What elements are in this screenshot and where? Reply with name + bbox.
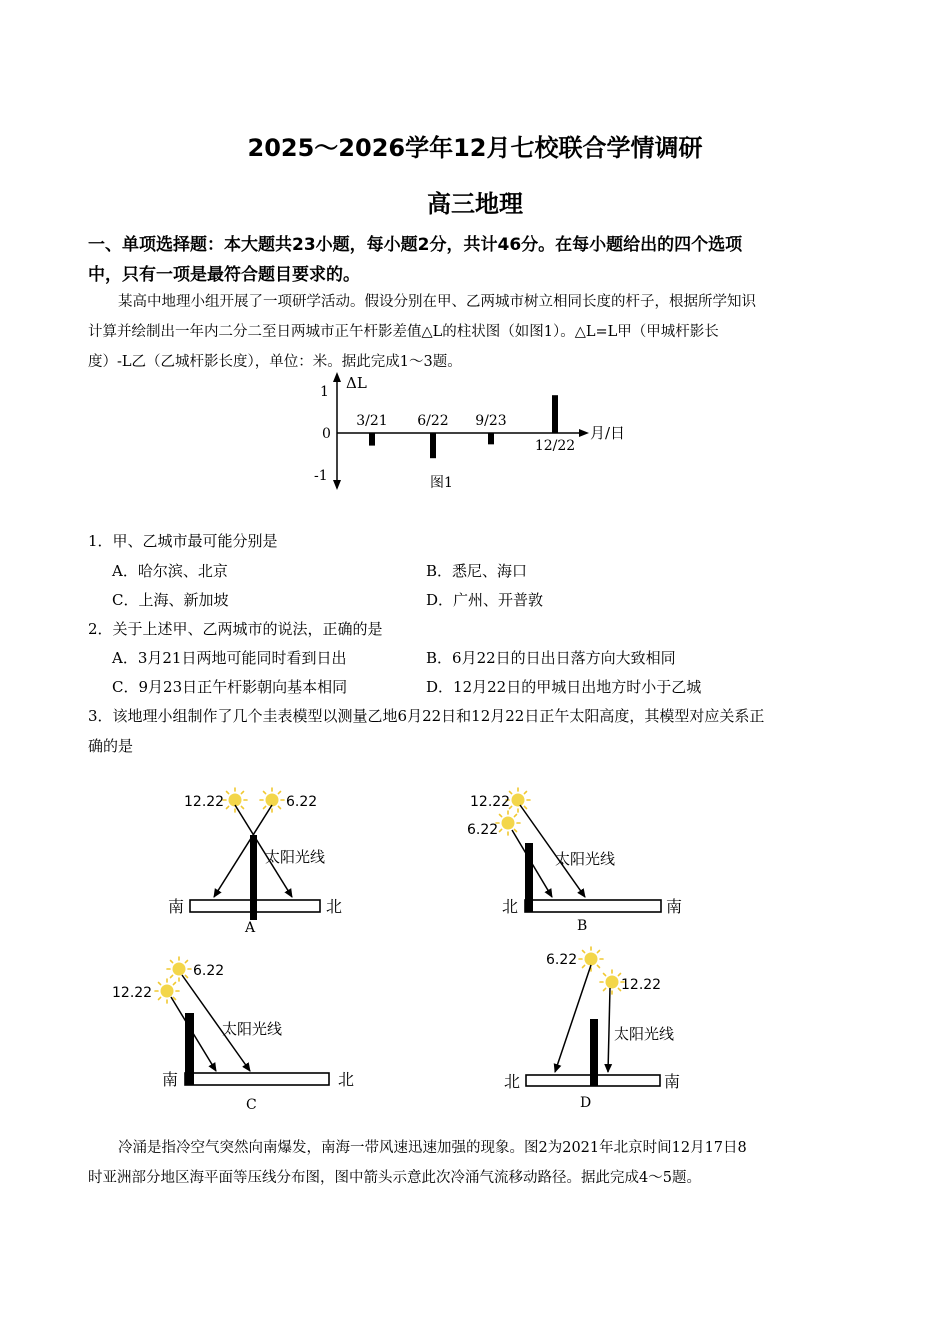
model-c-date-jun: 6.22 [193,963,225,979]
figure1-caption: 图1 [430,475,453,491]
x-tick-6-22: 6/22 [417,413,449,429]
model-d-sun-jun [579,947,603,971]
model-b-date-dec: 12.22 [470,794,511,810]
page-title: 2025～2026学年12月七校联合学情调研 [247,134,703,162]
model-b-ray-label: 太阳光线 [555,850,616,868]
model-d-ray-jun [555,965,591,1072]
q1-option-c[interactable]: C．上海、新加坡 [112,591,229,609]
model-b[interactable] [467,788,682,934]
model-d-date-dec: 12.22 [621,977,662,993]
model-a-sun-jun [260,788,284,812]
model-a-sun-dec [223,788,247,812]
model-d-pole [590,1019,598,1086]
q2-option-a[interactable]: A．3月21日两地可能同时看到日出 [112,649,347,667]
x-tick-3-21: 3/21 [356,413,388,429]
figure1-chart [300,370,650,500]
model-b-sun-jun [496,811,520,835]
model-b-date-jun: 6.22 [467,822,499,838]
q1-stem: 1．甲、乙城市最可能分别是 [88,532,278,550]
model-b-south: 南 [666,897,683,916]
model-a-south: 南 [168,897,185,916]
model-a-pole [250,835,257,920]
bar-12-22 [552,395,558,433]
model-a-date-jun: 6.22 [286,794,318,810]
model-d-south: 南 [664,1072,681,1091]
model-c-pole [185,1013,194,1085]
model-c-south: 南 [162,1070,179,1089]
q1-option-b[interactable]: B．悉尼、海口 [426,562,528,580]
model-d-ray-dec [608,988,610,1072]
model-b-label: B [577,918,588,934]
model-b-base [525,900,661,912]
y-axis-label: ΔL [346,374,367,392]
q2-option-b[interactable]: B．6月22日的日出日落方向大致相同 [426,649,676,667]
model-a[interactable] [168,788,342,936]
model-b-north: 北 [502,897,519,916]
q2-option-d[interactable]: D．12月22日的甲城日出地方时小于乙城 [426,678,702,696]
y-tick-1: 1 [320,384,329,400]
model-c-date-dec: 12.22 [112,985,153,1001]
model-a-ray-label: 太阳光线 [265,848,326,866]
intro2-line2: 时亚洲部分地区海平面等压线分布图，图中箭头示意此次冷涌气流移动路径。据此完成4～5题。 [88,1170,701,1186]
bar-3-21 [369,433,375,446]
x-tick-12-22: 12/22 [534,438,576,454]
intro1-line3: 度）-L乙（乙城杆影长度），单位：米。据此完成1～3题。 [88,354,462,370]
q3-stem-line1: 3．该地理小组制作了几个圭表模型以测量乙地6月22日和12月22日正午太阳高度，其模型对应关系正 [88,707,765,725]
model-d[interactable] [504,947,680,1111]
model-d-label: D [580,1095,592,1111]
intro1-line1: 某高中地理小组开展了一项研学活动。假设分别在甲、乙两城市树立相同长度的杆子，根据所学知识 [118,294,756,310]
intro1-line2: 计算并绘制出一年内二分二至日两城市正午杆影差值△L的柱状图（如图1）。△L=L甲（甲城杆影长 [88,324,719,340]
model-a-date-dec: 12.22 [184,794,225,810]
y-axis-arrow-up [333,372,341,382]
q2-option-c[interactable]: C．9月23日正午杆影朝向基本相同 [112,678,348,696]
q1-option-d[interactable]: D．广州、开普敦 [426,591,544,609]
model-d-north: 北 [504,1072,521,1091]
intro2-line1: 冷涌是指冷空气突然向南爆发，南海一带风速迅速加强的现象。图2为2021年北京时间12月17日8 [118,1140,747,1156]
q3-stem-line2: 确的是 [88,737,134,755]
q1-option-a[interactable]: A．哈尔滨、北京 [112,562,228,580]
model-c-sun-jun [167,957,191,981]
model-a-north: 北 [326,897,343,916]
gnomon-models-figure [100,775,720,1125]
model-c-base [185,1073,329,1085]
q2-stem: 2．关于上述甲、乙两城市的说法，正确的是 [88,620,383,638]
bar-9-23 [488,433,494,444]
x-axis-arrow [579,429,589,437]
x-tick-9-23: 9/23 [475,413,507,429]
model-c-label: C [246,1097,257,1113]
section-heading-line2: 中，只有一项是最符合题目要求的。 [88,265,360,285]
model-a-label: A [245,920,256,936]
model-d-date-jun: 6.22 [546,952,578,968]
model-c-ray-label: 太阳光线 [222,1020,283,1038]
y-axis-arrow-down [333,480,341,490]
section-heading-line1: 一、单项选择题：本大题共23小题，每小题2分，共计46分。在每小题给出的四个选项 [88,235,743,255]
model-d-ray-label: 太阳光线 [614,1025,675,1043]
bar-6-22 [430,433,436,458]
y-tick-neg1: -1 [314,468,328,484]
model-c[interactable] [112,957,354,1113]
page-subtitle: 高三地理 [427,190,523,218]
model-c-north: 北 [338,1070,355,1089]
y-tick-0: 0 [322,426,331,442]
model-c-sun-dec [155,979,179,1003]
x-axis-label: 月/日 [590,424,626,442]
